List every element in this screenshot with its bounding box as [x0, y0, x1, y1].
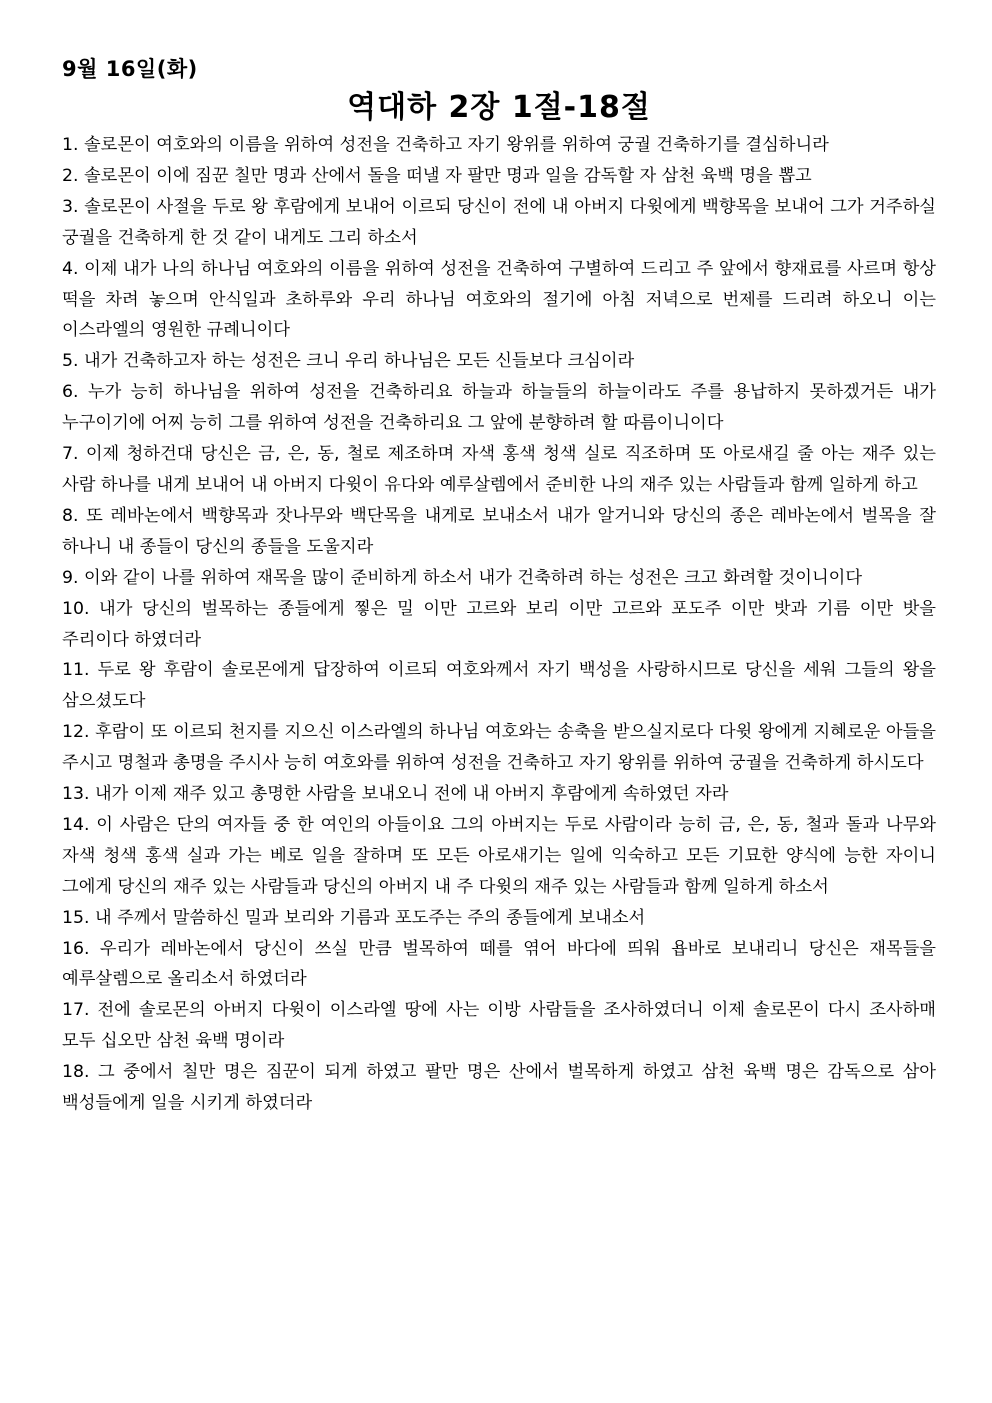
- verse-list: [62, 130, 936, 1119]
- verse-12: 12. 후람이 또 이르되 천지를 지으신 이스라엘의 하나님 여호와는 송축을 받으실지로다 다윗 왕에게 지혜로운 아들을 주시고 명철과 총명을 주시사 능히 여호와를 위하여 성전을 건축하고 자기 왕위를 위하여 궁궐을 건축하게 하시도다: [62, 722, 936, 774]
- verse-2: 2. 솔로몬이 이에 짐꾼 칠만 명과 산에서 돌을 떠낼 자 팔만 명과 일을 감독할 자 삼천 육백 명을 뽑고: [62, 165, 812, 186]
- verse-15: 15. 내 주께서 말씀하신 밀과 보리와 기름과 포도주는 주의 종들에게 보내소서: [62, 907, 646, 928]
- verse-9: 9. 이와 같이 나를 위하여 재목을 많이 준비하게 하소서 내가 건축하려 하는 성전은 크고 화려할 것이니이다: [62, 567, 863, 588]
- verse-11: 11. 두로 왕 후람이 솔로몬에게 답장하여 이르되 여호와께서 자기 백성을 사랑하시므로 당신을 세워 그들의 왕을 삼으셨도다: [62, 660, 936, 712]
- verse-18: 18. 그 중에서 칠만 명은 짐꾼이 되게 하였고 팔만 명은 산에서 벌목하게 하였고 삼천 육백 명은 감독으로 삼아 백성들에게 일을 시키게 하였더라: [62, 1062, 936, 1114]
- verse-17: 17. 전에 솔로몬의 아버지 다윗이 이스라엘 땅에 사는 이방 사람들을 조사하였더니 이제 솔로몬이 다시 조사하매 모두 십오만 삼천 육백 명이라: [62, 1000, 936, 1052]
- verse-13: 13. 내가 이제 재주 있고 총명한 사람을 보내오니 전에 내 아버지 후람에게 속하였던 자라: [62, 784, 729, 805]
- date-heading: 9월 16일(화): [62, 57, 198, 81]
- verse-14: 14. 이 사람은 단의 여자들 중 한 여인의 아들이요 그의 아버지는 두로 사람이라 능히 금, 은, 동, 철과 돌과 나무와 자색 청색 홍색 실과 가는 베로 일을 잘하며 또 모든 아로새기는 일에 익숙하고 모든 기묘한 양식에 능한 자이니 그에게 당신의 재주 있는 사람들과 당신의 아버지 내 주 다윗의 재주 있는 사람들과 함께 일하게 하소서: [62, 814, 936, 897]
- verse-5: 5. 내가 건축하고자 하는 성전은 크니 우리 하나님은 모든 신들보다 크심이라: [62, 351, 635, 372]
- verse-6: 6. 누가 능히 하나님을 위하여 성전을 건축하리요 하늘과 하늘들의 하늘이라도 주를 용납하지 못하겠거든 내가 누구이기에 어찌 능히 그를 위하여 성전을 건축하리요 그 앞에 분향하려 할 따름이니이다: [62, 382, 936, 434]
- verse-7: 7. 이제 청하건대 당신은 금, 은, 동, 철로 제조하며 자색 홍색 청색 실로 직조하며 또 아로새길 줄 아는 재주 있는 사람 하나를 내게 보내어 내 아버지 다윗이 유다와 예루살렘에서 준비한 나의 재주 있는 사람들과 함께 일하게 하고: [62, 444, 936, 495]
- document-page: [62, 52, 936, 1119]
- verse-8: 8. 또 레바논에서 백향목과 잣나무와 백단목을 내게로 보내소서 내가 알거니와 당신의 종은 레바논에서 벌목을 잘 하나니 내 종들이 당신의 종들을 도울지라: [62, 505, 936, 557]
- verse-3: 3. 솔로몬이 사절을 두로 왕 후람에게 보내어 이르되 당신이 전에 내 아버지 다윗에게 백향목을 보내어 그가 거주하실 궁궐을 건축하게 한 것 같이 내게도 그리 하소서: [62, 196, 936, 248]
- page-title: 역대하 2장 1절-18절: [347, 90, 651, 125]
- verse-10: 10. 내가 당신의 벌목하는 종들에게 찧은 밀 이만 고르와 보리 이만 고르와 포도주 이만 밧과 기름 이만 밧을 주리이다 하였더라: [62, 598, 936, 650]
- verse-1: 1. 솔로몬이 여호와의 이름을 위하여 성전을 건축하고 자기 왕위를 위하여 궁궐 건축하기를 결심하니라: [62, 135, 829, 155]
- verse-16: 16. 우리가 레바논에서 당신이 쓰실 만큼 벌목하여 떼를 엮어 바다에 띄워 욥바로 보내리니 당신은 재목들을 예루살렘으로 올리소서 하였더라: [62, 938, 936, 990]
- verse-4: 4. 이제 내가 나의 하나님 여호와의 이름을 위하여 성전을 건축하여 구별하여 드리고 주 앞에서 향재료를 사르며 항상 떡을 차려 놓으며 안식일과 초하루와 우리 하나님 여호와의 절기에 아침 저녁으로 번제를 드리려 하오니 이는 이스라엘의 영원한 규례니이다: [62, 258, 936, 341]
